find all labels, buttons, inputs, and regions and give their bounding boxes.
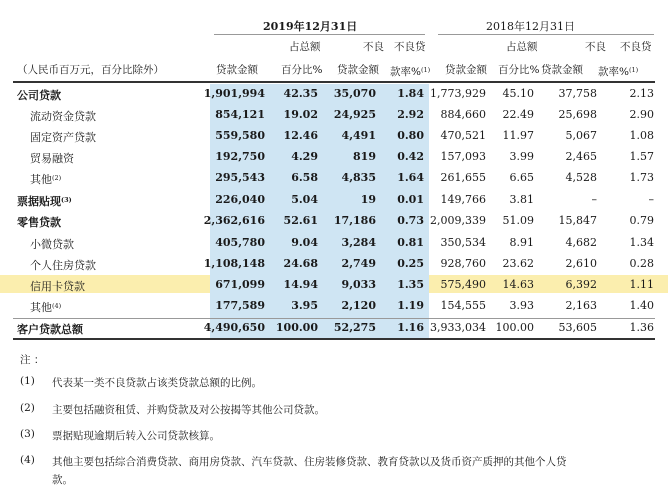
table-row <box>0 168 668 187</box>
year-2019-heading: 2019年12月31日 <box>263 20 358 33</box>
ratio-label-2018: 款率% <box>598 66 629 78</box>
cell-p18: 100.00 <box>495 321 534 334</box>
col-pct-top-2018: 占总额 <box>506 41 538 53</box>
cell-r18: 1.36 <box>629 321 654 334</box>
cell-n19: 2,120 <box>341 299 376 312</box>
row-label-sup: (4) <box>52 302 62 310</box>
footnote-index: (3) <box>20 428 35 440</box>
cell-a19: 2,362,616 <box>203 214 265 227</box>
cell-a18: 3,933,034 <box>430 321 486 334</box>
cell-p18: 14.63 <box>502 278 534 291</box>
row-label <box>30 129 96 145</box>
table-row <box>0 126 668 145</box>
row-label <box>30 257 96 273</box>
row-label <box>30 171 61 187</box>
cell-n18: 2,610 <box>565 257 597 270</box>
col-pct-bottom-2019: 百分比% <box>281 64 323 76</box>
cell-r18: – <box>648 193 654 206</box>
cell-p19: 24.68 <box>283 257 318 270</box>
cell-n19: 819 <box>353 150 376 163</box>
col-npl-bottom-2018: 贷款金额 <box>541 64 583 76</box>
row-label-text: 票据贴现 <box>17 195 61 208</box>
footnote-text: 主要包括融资租赁、并购贷款及对公按揭等其他公司贷款。 <box>52 404 325 416</box>
cell-r19: 1.16 <box>397 321 424 334</box>
cell-n19: 35,070 <box>333 87 376 100</box>
cell-r19: 0.73 <box>397 214 424 227</box>
row-label-text: 个人住房贷款 <box>30 259 96 272</box>
cell-p18: 3.99 <box>509 150 534 163</box>
cell-a18: 149,766 <box>440 193 486 206</box>
table-row <box>0 296 668 315</box>
cell-a18: 261,655 <box>440 171 486 184</box>
cell-p18: 6.65 <box>509 171 534 184</box>
cell-n18: 5,067 <box>565 129 597 142</box>
cell-p18: 23.62 <box>502 257 534 270</box>
cell-p18: 3.93 <box>509 299 534 312</box>
cell-p19: 9.04 <box>291 236 318 249</box>
row-label-text: 其他 <box>30 173 52 186</box>
cell-n19: 2,749 <box>341 257 376 270</box>
cell-n18: 2,163 <box>565 299 597 312</box>
cell-p19: 4.29 <box>291 150 318 163</box>
row-label <box>17 214 61 230</box>
cell-p19: 42.35 <box>283 87 318 100</box>
cell-a18: 2,009,339 <box>430 214 486 227</box>
row-label <box>30 278 85 294</box>
cell-p18: 51.09 <box>502 214 534 227</box>
cell-p19: 14.94 <box>283 278 318 291</box>
col-amount-2018: 贷款金额 <box>445 64 487 76</box>
cell-a19: 1,108,148 <box>203 257 265 270</box>
table-row <box>0 275 668 294</box>
cell-r19: 0.80 <box>397 129 424 142</box>
cell-r19: 0.01 <box>397 193 424 206</box>
row-label <box>30 236 74 252</box>
cell-p19: 6.58 <box>291 171 318 184</box>
ratio-label-2019: 款率% <box>390 66 421 78</box>
cell-n18: – <box>591 193 597 206</box>
cell-p18: 3.81 <box>509 193 534 206</box>
cell-a18: 1,773,929 <box>430 87 486 100</box>
cell-a19: 295,543 <box>215 171 265 184</box>
row-label-text: 公司贷款 <box>17 89 61 102</box>
cell-r19: 0.81 <box>397 236 424 249</box>
cell-r19: 1.84 <box>397 87 424 100</box>
row-label <box>30 150 74 166</box>
cell-a18: 884,660 <box>440 108 486 121</box>
cell-n19: 17,186 <box>333 214 376 227</box>
cell-n19: 9,033 <box>341 278 376 291</box>
cell-r18: 2.13 <box>629 87 654 100</box>
row-label <box>30 299 61 315</box>
cell-n18: 6,392 <box>565 278 597 291</box>
cell-p19: 100.00 <box>275 321 318 334</box>
cell-r19: 1.19 <box>397 299 424 312</box>
cell-a19: 854,121 <box>215 108 265 121</box>
cell-r19: 1.64 <box>397 171 424 184</box>
cell-a19: 559,580 <box>215 129 265 142</box>
cell-p19: 52.61 <box>283 214 318 227</box>
col-ratio-bottom-2018 <box>598 63 638 79</box>
col-ratio-top-2019: 不良贷 <box>394 41 426 53</box>
cell-a19: 226,040 <box>215 193 265 206</box>
cell-p19: 5.04 <box>291 193 318 206</box>
cell-a19: 192,750 <box>215 150 265 163</box>
table-row <box>0 254 668 273</box>
table-row <box>0 318 668 337</box>
footnote-index: (2) <box>20 402 35 414</box>
table-row <box>0 233 668 252</box>
cell-a18: 154,555 <box>440 299 486 312</box>
cell-r18: 1.40 <box>629 299 654 312</box>
year-2018-heading: 2018年12月31日 <box>486 20 575 33</box>
cell-n18: 37,758 <box>558 87 597 100</box>
row-label <box>17 193 72 209</box>
ratio-sup-2019: (1) <box>420 66 431 74</box>
cell-a19: 1,901,994 <box>203 87 265 100</box>
cell-r19: 0.42 <box>397 150 424 163</box>
footnote-index: (4) <box>20 454 35 466</box>
row-label-text: 信用卡贷款 <box>30 280 85 293</box>
cell-r18: 1.11 <box>629 278 654 291</box>
row-label-text: 零售贷款 <box>17 216 61 229</box>
table-bottom-rule <box>13 338 655 340</box>
cell-p19: 12.46 <box>283 129 318 142</box>
cell-p18: 8.91 <box>509 236 534 249</box>
row-label-text: 小微贷款 <box>30 238 74 251</box>
unit-note: （人民币百万元，百分比除外） <box>17 64 164 76</box>
table-row <box>0 84 668 103</box>
footnote-text: 代表某一类不良贷款占该类贷款总额的比例。 <box>52 377 262 389</box>
cell-a18: 470,521 <box>440 129 486 142</box>
cell-r19: 2.92 <box>397 108 424 121</box>
row-label-text: 流动资金贷款 <box>30 110 96 123</box>
col-ratio-bottom-2019 <box>390 63 430 79</box>
cell-p19: 19.02 <box>283 108 318 121</box>
footnote-text: 其他主要包括综合消费贷款、商用房贷款、汽车贷款、住房装修贷款、教育贷款以及货币资产质押的其他个人贷 <box>52 456 567 468</box>
cell-r19: 1.35 <box>397 278 424 291</box>
col-ratio-top-2018: 不良贷 <box>620 41 652 53</box>
header-rule <box>13 81 655 83</box>
notes-heading-text: 注 ： <box>20 354 45 366</box>
col-amount-2019: 贷款金额 <box>216 64 258 76</box>
cell-a19: 4,490,650 <box>203 321 265 334</box>
cell-n18: 4,528 <box>565 171 597 184</box>
cell-r18: 1.73 <box>629 171 654 184</box>
footnote-text: 票据贴现逾期后转入公司贷款核算。 <box>52 430 220 442</box>
year-2018-underline <box>438 34 654 35</box>
cell-n19: 52,275 <box>333 321 376 334</box>
cell-r18: 1.57 <box>629 150 654 163</box>
footnote-text: 款。 <box>52 474 73 486</box>
cell-r19: 0.25 <box>397 257 424 270</box>
row-label-sup: (2) <box>52 174 62 182</box>
total-rule-top <box>13 318 655 319</box>
cell-a19: 405,780 <box>215 236 265 249</box>
cell-a18: 157,093 <box>440 150 486 163</box>
cell-n18: 4,682 <box>565 236 597 249</box>
cell-a19: 671,099 <box>215 278 265 291</box>
cell-r18: 0.28 <box>629 257 654 270</box>
row-label <box>17 321 83 337</box>
cell-p18: 45.10 <box>502 87 534 100</box>
cell-p18: 11.97 <box>502 129 534 142</box>
cell-a18: 350,534 <box>440 236 486 249</box>
cell-p18: 22.49 <box>502 108 534 121</box>
row-label-text: 客户贷款总额 <box>17 323 83 336</box>
cell-n18: 25,698 <box>558 108 597 121</box>
cell-r18: 1.34 <box>629 236 654 249</box>
cell-n19: 4,491 <box>341 129 376 142</box>
col-pct-top-2019: 占总额 <box>289 41 321 53</box>
cell-a18: 575,490 <box>440 278 486 291</box>
col-npl-top-2018: 不良 <box>585 41 606 53</box>
row-label-text: 其他 <box>30 301 52 314</box>
cell-n18: 53,605 <box>558 321 597 334</box>
table-row <box>0 190 668 209</box>
cell-p19: 3.95 <box>291 299 318 312</box>
col-npl-bottom-2019: 贷款金额 <box>337 64 379 76</box>
year-2019-underline <box>214 34 425 35</box>
cell-n19: 19 <box>360 193 376 206</box>
row-label-sup: (3) <box>61 196 72 204</box>
row-label-text: 贸易融资 <box>30 152 74 165</box>
cell-n19: 3,284 <box>341 236 376 249</box>
row-label-text: 固定资产贷款 <box>30 131 96 144</box>
col-pct-bottom-2018: 百分比% <box>498 64 540 76</box>
table-row <box>0 211 668 230</box>
table-row <box>0 147 668 166</box>
cell-a18: 928,760 <box>440 257 486 270</box>
cell-n18: 15,847 <box>558 214 597 227</box>
cell-r18: 2.90 <box>629 108 654 121</box>
cell-n18: 2,465 <box>565 150 597 163</box>
ratio-sup-2018: (1) <box>628 66 639 74</box>
cell-r18: 1.08 <box>629 129 654 142</box>
cell-n19: 24,925 <box>333 108 376 121</box>
row-label <box>17 87 61 103</box>
table-row <box>0 105 668 124</box>
cell-a19: 177,589 <box>215 299 265 312</box>
row-label <box>30 108 96 124</box>
footnote-index: (1) <box>20 375 35 387</box>
col-npl-top-2019: 不良 <box>363 41 384 53</box>
cell-n19: 4,835 <box>341 171 376 184</box>
cell-r18: 0.79 <box>629 214 654 227</box>
